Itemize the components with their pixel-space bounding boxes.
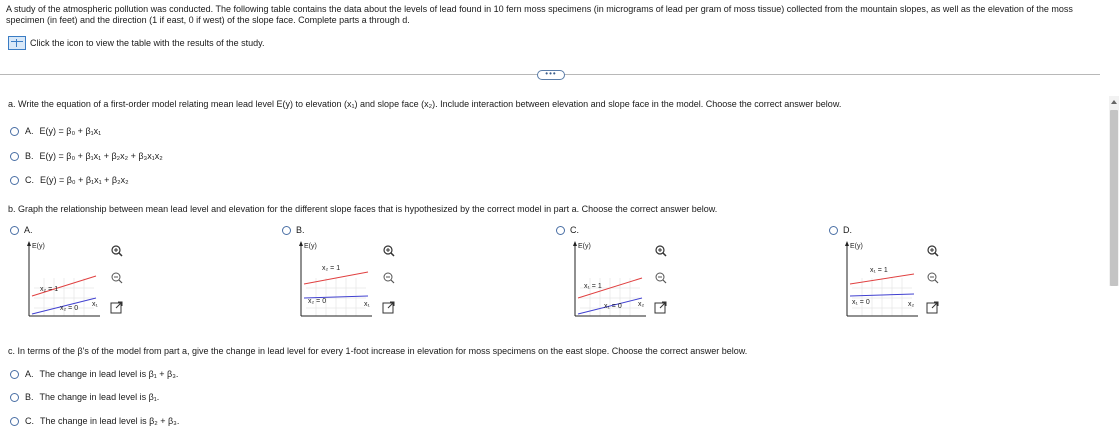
zoom-in-icon[interactable] — [112, 246, 122, 256]
option-text: The change in lead level is β₁ + β₃. — [39, 369, 179, 379]
y-label: E(y) — [32, 243, 45, 250]
option-letter: D. — [843, 225, 852, 235]
option-letter: C. — [570, 225, 579, 235]
part-c-question: c. In terms of the β's of the model from part a, give the change in lead level for every 1-foot increase in elevation for moss specimens on the east slope. Choose the correct answer below. — [8, 346, 748, 356]
y-label: E(y) — [578, 243, 591, 250]
graph-b[interactable] — [296, 238, 378, 322]
zoom-out-icon[interactable] — [656, 273, 666, 283]
bottom-line-label: x₁ = 0 — [604, 303, 622, 310]
option-letter: A. — [25, 126, 34, 136]
table-link-text[interactable]: Click the icon to view the table with the results of the study. — [30, 38, 265, 48]
part-a-question: a. Write the equation of a first-order model relating mean lead level E(y) to elevation (x₁) and slope face (x₂). Include interaction between elevation and slope face in the model. Choose the correct answer below. — [8, 99, 842, 109]
expand-more-button[interactable]: ••• — [537, 70, 565, 80]
radio-button[interactable] — [10, 370, 19, 379]
zoom-in-icon[interactable] — [384, 246, 394, 256]
part-b-option-c[interactable] — [556, 225, 579, 235]
popout-icon[interactable] — [927, 302, 938, 313]
radio-button[interactable] — [829, 226, 838, 235]
option-letter: A. — [24, 225, 33, 235]
option-letter: A. — [25, 369, 34, 379]
x-label: x₁ — [364, 301, 370, 308]
radio-button[interactable] — [10, 226, 19, 235]
scrollbar-thumb[interactable] — [1110, 110, 1118, 286]
graph-d-tools — [926, 244, 940, 326]
popout-icon[interactable] — [383, 302, 394, 313]
x-label: x₂ — [908, 301, 915, 308]
zoom-out-icon[interactable] — [112, 273, 122, 283]
option-letter: C. — [25, 175, 34, 185]
graph-a[interactable] — [24, 238, 106, 322]
problem-intro: A study of the atmospheric pollution was conducted. The following table contains the data about the levels of lead found in 10 fern moss specimens (in micrograms of lead per gram of moss tissue) collected from the mountain slopes, as well as the elevation of the moss specimen (in feet) and the direction (1 if east, 0 if west) of the slope face. Complete parts a through d. — [6, 4, 1073, 25]
option-letter: C. — [25, 416, 34, 426]
graph-d[interactable] — [842, 238, 924, 322]
option-text: E(y) = β₀ + β₁x₁ + β₂x₂ + β₃x₁x₂ — [39, 151, 163, 161]
zoom-out-icon[interactable] — [384, 273, 394, 283]
radio-button[interactable] — [10, 152, 19, 161]
top-line-label: x₂ = 1 — [40, 286, 59, 293]
popout-icon[interactable] — [655, 302, 666, 313]
option-letter: B. — [25, 392, 34, 402]
part-b-option-a[interactable] — [10, 225, 33, 235]
part-b-option-b[interactable] — [282, 225, 305, 235]
graph-c[interactable] — [570, 238, 652, 322]
top-line-label: x₁ = 1 — [870, 267, 888, 274]
part-a-option-b[interactable] — [10, 151, 163, 161]
part-c-option-b[interactable] — [10, 392, 159, 402]
zoom-in-icon[interactable] — [928, 246, 938, 256]
bottom-line-label: x₂ = 0 — [60, 305, 79, 312]
part-c-option-a[interactable] — [10, 369, 178, 379]
top-line-label: x₁ = 1 — [584, 283, 602, 290]
radio-button[interactable] — [556, 226, 565, 235]
top-line-label: x₂ = 1 — [322, 265, 341, 272]
y-label: E(y) — [850, 243, 863, 250]
part-b-question: b. Graph the relationship between mean lead level and elevation for the different slope faces that is hypothesized by the correct model in part a. Choose the correct answer below. — [8, 204, 718, 214]
zoom-in-icon[interactable] — [656, 246, 666, 256]
bottom-line-label: x₁ = 0 — [852, 299, 870, 306]
radio-button[interactable] — [10, 393, 19, 402]
part-a-option-a[interactable] — [10, 126, 101, 136]
option-text: The change in lead level is β₁. — [39, 392, 160, 402]
popout-icon[interactable] — [111, 302, 122, 313]
graph-a-tools — [110, 244, 124, 326]
option-text: The change in lead level is β₂ + β₃. — [40, 416, 180, 426]
zoom-out-icon[interactable] — [928, 273, 938, 283]
part-c-option-c[interactable] — [10, 416, 179, 426]
y-label: E(y) — [304, 243, 317, 250]
part-a-option-c[interactable] — [10, 175, 129, 185]
option-letter: B. — [25, 151, 34, 161]
radio-button[interactable] — [282, 226, 291, 235]
x-label: x₂ — [638, 301, 645, 308]
graph-b-tools — [382, 244, 396, 326]
radio-button[interactable] — [10, 417, 19, 426]
table-link-row[interactable] — [8, 36, 264, 50]
radio-button[interactable] — [10, 127, 19, 136]
table-icon[interactable] — [8, 36, 26, 50]
x-label: x₁ — [92, 301, 98, 308]
bottom-line-label: x₂ = 0 — [308, 298, 327, 305]
scroll-up-arrow-icon[interactable] — [1110, 97, 1118, 107]
part-b-option-d[interactable] — [829, 225, 852, 235]
radio-button[interactable] — [10, 176, 19, 185]
option-text: E(y) = β₀ + β₁x₁ — [39, 126, 102, 136]
option-letter: B. — [296, 225, 305, 235]
option-text: E(y) = β₀ + β₁x₁ + β₂x₂ — [40, 175, 129, 185]
graph-c-tools — [654, 244, 668, 326]
